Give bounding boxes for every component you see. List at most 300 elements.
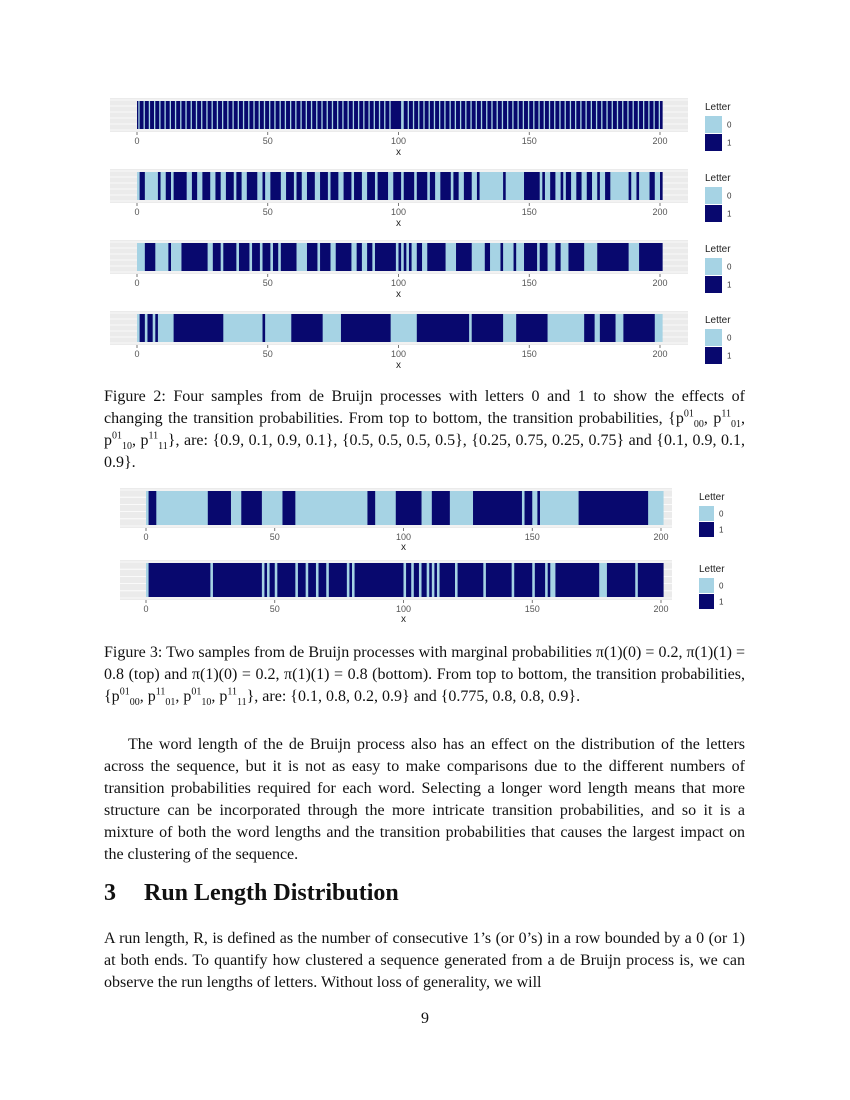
run-of-ones (213, 243, 221, 271)
run-of-zeros (285, 101, 286, 129)
run-of-zeros (585, 101, 586, 129)
run-of-ones (202, 172, 210, 200)
run-of-zeros (327, 101, 328, 129)
figure-3-text-a: Two samples from de Bruijn processes with marginal probabilities π(1)(0) = 0.2, π(1)(1) = 0.8 (top) and π(1)(0) = 0.2, π(1)(1) = 0.8 (bottom). From top to bottom, the transition probabilities, (104, 644, 746, 683)
run-of-zeros (159, 101, 160, 129)
run-of-zeros (222, 101, 223, 129)
run-of-ones (344, 172, 352, 200)
run-of-ones (597, 243, 628, 271)
run-of-ones (308, 563, 316, 597)
legend-key-1: 1 (727, 209, 732, 219)
run-of-zeros (311, 101, 312, 129)
run-of-ones (417, 172, 427, 200)
run-of-ones (524, 172, 540, 200)
run-of-ones (331, 172, 339, 200)
legend-title: Letter (705, 102, 731, 113)
run-of-ones (427, 243, 445, 271)
run-of-ones (319, 563, 327, 597)
run-of-ones (516, 314, 547, 342)
run-of-zeros (175, 101, 176, 129)
run-of-ones (174, 314, 224, 342)
run-of-zeros (580, 101, 581, 129)
run-of-ones (208, 491, 231, 525)
run-of-ones (417, 314, 469, 342)
run-of-zeros (368, 101, 369, 129)
run-of-zeros (465, 101, 466, 129)
run-of-ones (145, 243, 155, 271)
run-of-zeros (243, 101, 244, 129)
legend-swatch-0 (705, 329, 722, 346)
run-of-zeros (533, 101, 534, 129)
run-of-ones (252, 243, 260, 271)
figure-3-text-b: , are: {0.1, 0.8, 0.2, 0.9} and {0.775, 0.8, 0.8, 0.9}. (254, 688, 581, 705)
run-of-ones (579, 491, 649, 525)
run-of-zeros (512, 101, 513, 129)
run-of-ones (282, 491, 295, 525)
x-tick-label: 0 (143, 604, 149, 614)
x-tick-label: 50 (269, 604, 280, 614)
run-of-zeros (523, 101, 524, 129)
run-of-ones (329, 563, 347, 597)
run-of-ones (149, 491, 157, 525)
run-of-ones (485, 243, 490, 271)
run-of-ones (149, 563, 211, 597)
run-of-ones (378, 172, 388, 200)
run-of-ones (307, 243, 317, 271)
run-of-ones (434, 563, 437, 597)
run-of-zeros (423, 101, 424, 129)
run-of-zeros (622, 101, 623, 129)
figure-2 (108, 88, 748, 370)
run-of-ones (456, 243, 472, 271)
run-of-zeros (491, 101, 492, 129)
run-of-ones (440, 172, 450, 200)
run-of-ones (537, 491, 540, 525)
run-of-ones (514, 243, 517, 271)
run-of-ones (406, 563, 411, 597)
heatmap-panel-3 (110, 240, 732, 300)
legend-key-1: 1 (719, 597, 724, 607)
run-of-zeros (596, 101, 597, 129)
run-of-zeros (486, 101, 487, 129)
run-of-ones (281, 243, 297, 271)
run-of-ones (607, 563, 635, 597)
run-of-zeros (348, 101, 349, 129)
legend-swatch-1 (705, 134, 722, 151)
run-of-ones (341, 314, 391, 342)
run-of-zeros (316, 101, 317, 129)
legend-key-1: 1 (719, 525, 724, 535)
x-tick-label: 50 (262, 136, 273, 146)
run-of-ones (555, 243, 560, 271)
run-of-ones (472, 314, 503, 342)
run-of-ones (192, 172, 197, 200)
x-tick-label: 100 (395, 532, 412, 542)
run-of-zeros (379, 101, 380, 129)
run-of-zeros (149, 101, 150, 129)
legend-swatch-0 (705, 187, 722, 204)
x-tick-label: 0 (134, 136, 140, 146)
run-of-ones (307, 172, 315, 200)
run-of-zeros (601, 101, 602, 129)
run-of-ones (422, 563, 427, 597)
run-of-zeros (306, 101, 307, 129)
legend-title: Letter (705, 244, 731, 255)
run-of-ones (576, 172, 581, 200)
run-of-zeros (460, 101, 461, 129)
run-of-zeros (170, 101, 171, 129)
run-of-ones (404, 243, 407, 271)
run-of-ones (597, 172, 600, 200)
run-of-ones (286, 172, 294, 200)
run-of-ones (213, 563, 262, 597)
run-of-zeros (269, 101, 270, 129)
x-axis-label: x (396, 289, 401, 300)
run-of-ones (524, 243, 537, 271)
figure-2-set: {$p^{01}_{00}$, $p^{11}_{01}$, $p^{01}_{10}$, $p^{11}_{11}$} (104, 408, 745, 453)
run-of-ones (500, 243, 503, 271)
run-of-ones (399, 243, 402, 271)
legend-title: Letter (705, 173, 731, 184)
run-of-ones (297, 172, 302, 200)
run-of-ones (393, 172, 401, 200)
run-of-ones (568, 243, 584, 271)
run-of-zeros (549, 101, 550, 129)
run-of-zeros (154, 101, 155, 129)
run-of-ones (650, 172, 655, 200)
run-of-ones (458, 563, 484, 597)
x-tick-label: 200 (653, 532, 669, 542)
run-of-zeros (300, 101, 301, 129)
body-paragraph-1: The word length of the de Bruijn process also has an effect on the distribution of the letters across the sequence, but it is not as easy to make comparisons due to the different numbers of transition probabilities required for each word. Selecting a longer word length means that more structure can be incorporated through the more intricate transition probabilities, and so it is a mixture of both the word lengths and the transition probabilities that causes the largest impact on the clustering of the sequence. (104, 736, 745, 863)
x-tick-label: 0 (143, 532, 149, 542)
run-of-ones (561, 172, 564, 200)
run-of-zeros (627, 101, 628, 129)
run-of-ones (354, 172, 362, 200)
run-of-ones (629, 172, 632, 200)
run-of-zeros (648, 101, 649, 129)
run-of-ones (429, 563, 432, 597)
run-of-zeros (528, 101, 529, 129)
run-of-ones (239, 243, 249, 271)
run-of-zeros (612, 101, 613, 129)
heatmap-panel-1 (110, 98, 732, 158)
x-tick-label: 150 (521, 136, 537, 146)
section-heading (104, 880, 399, 907)
run-of-zeros (342, 101, 343, 129)
run-of-zeros (138, 101, 139, 129)
run-of-zeros (606, 101, 607, 129)
run-of-zeros (217, 101, 218, 129)
run-of-zeros (502, 101, 503, 129)
figure-3-set: {$p^{01}_{00}$, $p^{11}_{01}$, $p^{01}_{10}$, $p^{11}_{11}$} (104, 686, 255, 709)
run-of-ones (336, 243, 352, 271)
x-tick-label: 100 (390, 207, 407, 217)
run-of-zeros (238, 101, 239, 129)
run-of-ones (555, 563, 599, 597)
run-of-ones (270, 172, 280, 200)
run-of-zeros (290, 101, 291, 129)
run-of-ones (639, 243, 663, 271)
run-of-ones (155, 314, 158, 342)
run-of-ones (264, 563, 267, 597)
legend-swatch-1 (699, 594, 714, 609)
run-of-ones (140, 314, 145, 342)
run-of-ones (636, 172, 639, 200)
run-of-zeros (565, 101, 566, 129)
run-of-zeros (212, 101, 213, 129)
run-of-ones (263, 314, 266, 342)
run-of-ones (514, 563, 532, 597)
run-of-ones (477, 172, 480, 200)
legend-key-0: 0 (719, 581, 724, 591)
run-of-zeros (295, 101, 296, 129)
run-of-ones (291, 314, 322, 342)
figure-3-caption (104, 642, 745, 708)
run-of-ones (566, 172, 571, 200)
legend-key-0: 0 (727, 120, 732, 130)
x-axis-label: x (396, 147, 401, 158)
run-of-zeros (191, 101, 192, 129)
run-of-ones (540, 243, 548, 271)
run-of-ones (486, 563, 512, 597)
run-of-zeros (384, 101, 385, 129)
legend-swatch-1 (705, 205, 722, 222)
legend-key-0: 0 (727, 262, 732, 272)
run-of-ones (600, 314, 616, 342)
run-of-zeros (164, 101, 165, 129)
x-tick-label: 150 (521, 207, 537, 217)
run-of-ones (464, 172, 472, 200)
x-tick-label: 150 (521, 278, 537, 288)
run-of-ones (223, 243, 236, 271)
run-of-zeros (196, 101, 197, 129)
run-of-ones (298, 563, 306, 597)
run-of-ones (525, 491, 533, 525)
run-of-ones (587, 172, 592, 200)
figure-2-label: Figure 2: (104, 388, 166, 405)
run-of-zeros (274, 101, 275, 129)
run-of-zeros (507, 101, 508, 129)
legend-swatch-1 (699, 522, 714, 537)
legend-swatch-1 (705, 276, 722, 293)
run-of-ones (270, 563, 275, 597)
run-of-ones (137, 101, 663, 129)
run-of-ones (140, 172, 145, 200)
run-of-ones (273, 243, 278, 271)
run-of-ones (263, 172, 266, 200)
run-of-zeros (538, 101, 539, 129)
run-of-zeros (444, 101, 445, 129)
run-of-zeros (643, 101, 644, 129)
legend-swatch-0 (699, 578, 714, 593)
run-of-ones (349, 563, 352, 597)
figure-3-label: Figure 3: (104, 644, 163, 661)
x-tick-label: 200 (652, 136, 668, 146)
run-of-zeros (332, 101, 333, 129)
figure-3 (116, 484, 746, 630)
run-of-ones (638, 563, 664, 597)
run-of-ones (320, 172, 328, 200)
run-of-ones (236, 172, 241, 200)
run-of-ones (226, 172, 234, 200)
legend-swatch-0 (705, 258, 722, 275)
run-of-ones (473, 491, 522, 525)
run-of-zeros (617, 101, 618, 129)
heatmap-panel-2 (110, 169, 732, 229)
run-of-zeros (481, 101, 482, 129)
run-of-zeros (633, 101, 634, 129)
run-of-zeros (554, 101, 555, 129)
run-of-zeros (638, 101, 639, 129)
run-of-ones (174, 172, 187, 200)
run-of-zeros (559, 101, 560, 129)
x-tick-label: 100 (390, 136, 407, 146)
x-tick-label: 150 (521, 349, 537, 359)
x-tick-label: 50 (262, 207, 273, 217)
x-tick-label: 200 (652, 278, 668, 288)
x-tick-label: 50 (269, 532, 280, 542)
x-tick-label: 150 (524, 532, 540, 542)
run-of-ones (535, 563, 545, 597)
run-of-ones (263, 243, 271, 271)
run-of-ones (367, 491, 375, 525)
run-of-ones (158, 172, 161, 200)
run-of-zeros (389, 101, 390, 129)
run-of-zeros (401, 101, 404, 129)
figure-2-caption (104, 386, 745, 474)
x-axis-label: x (401, 542, 406, 553)
figure-2-text-b: , are: {0.9, 0.1, 0.9, 0.1}, {0.5, 0.5, 0.5, 0.5}, {0.25, 0.75, 0.25, 0.75} and {0.1, 0.9, 0.1, 0.9}. (104, 432, 745, 471)
run-of-ones (215, 172, 220, 200)
figure-2-text-a: Four samples from de Bruijn processes with letters 0 and 1 to show the effects of changing the transition probabilities. From top to bottom, the transition probabilities, (104, 388, 746, 427)
run-of-ones (247, 172, 257, 200)
run-of-ones (623, 314, 654, 342)
legend-title: Letter (699, 564, 725, 575)
run-of-ones (166, 172, 171, 200)
legend-key-1: 1 (727, 138, 732, 148)
x-axis-label: x (396, 360, 401, 370)
run-of-ones (404, 172, 414, 200)
run-of-zeros (363, 101, 364, 129)
run-of-ones (355, 563, 404, 597)
run-of-zeros (434, 101, 435, 129)
legend-key-0: 0 (719, 509, 724, 519)
run-of-ones (357, 243, 362, 271)
run-of-zeros (358, 101, 359, 129)
run-of-zeros (232, 101, 233, 129)
body-paragraph-2: A run length, R, is defined as the number of consecutive 1’s (or 0’s) in a row bounded by a 0 (or 1) at both ends. To quantify how clustered a sequence generated from a de Bruijn process is, we can observe the run lengths of letters. Without loss of generality, we will (104, 930, 745, 991)
run-of-zeros (144, 101, 145, 129)
x-tick-label: 100 (395, 604, 412, 614)
run-of-zeros (353, 101, 354, 129)
run-of-zeros (259, 101, 260, 129)
run-of-zeros (413, 101, 414, 129)
run-of-zeros (418, 101, 419, 129)
run-of-zeros (227, 101, 228, 129)
run-of-zeros (497, 101, 498, 129)
run-of-ones (605, 172, 610, 200)
section-number: 3 (104, 880, 116, 906)
x-tick-label: 0 (134, 349, 140, 359)
legend-swatch-1 (705, 347, 722, 364)
x-tick-label: 0 (134, 278, 140, 288)
run-of-zeros (470, 101, 471, 129)
run-of-zeros (659, 101, 660, 129)
heatmap-panel-6 (120, 560, 725, 625)
figure-2-plots (108, 88, 748, 370)
run-of-ones (367, 243, 372, 271)
run-of-zeros (517, 101, 518, 129)
run-of-zeros (337, 101, 338, 129)
run-of-ones (409, 243, 412, 271)
x-tick-label: 200 (652, 349, 668, 359)
legend-key-1: 1 (727, 280, 732, 290)
x-tick-label: 200 (653, 604, 669, 614)
run-of-ones (277, 563, 295, 597)
run-of-zeros (455, 101, 456, 129)
figure-3-plots (116, 484, 746, 630)
page-number: 9 (421, 1010, 429, 1027)
x-axis-label: x (396, 218, 401, 229)
run-of-zeros (201, 101, 202, 129)
x-tick-label: 50 (262, 349, 273, 359)
run-of-ones (320, 243, 330, 271)
run-of-zeros (248, 101, 249, 129)
legend-key-0: 0 (727, 191, 732, 201)
run-of-ones (181, 243, 207, 271)
run-of-ones (396, 491, 422, 525)
legend-title: Letter (699, 492, 725, 503)
run-of-ones (584, 314, 594, 342)
run-of-ones (548, 563, 551, 597)
run-of-zeros (408, 101, 409, 129)
run-of-zeros (321, 101, 322, 129)
run-of-zeros (570, 101, 571, 129)
run-of-ones (417, 243, 422, 271)
run-of-ones (440, 563, 455, 597)
legend-title: Letter (705, 315, 731, 326)
x-tick-label: 200 (652, 207, 668, 217)
section-title: Run Length Distribution (144, 880, 399, 906)
x-tick-label: 150 (524, 604, 540, 614)
run-of-ones (430, 172, 435, 200)
run-of-zeros (449, 101, 450, 129)
run-of-ones (375, 243, 396, 271)
run-of-ones (241, 491, 262, 525)
x-tick-label: 50 (262, 278, 273, 288)
run-of-zeros (476, 101, 477, 129)
run-of-zeros (180, 101, 181, 129)
legend-swatch-0 (699, 506, 714, 521)
x-tick-label: 0 (134, 207, 140, 217)
run-of-zeros (374, 101, 375, 129)
legend-key-1: 1 (727, 351, 732, 361)
x-axis-label: x (401, 614, 406, 625)
run-of-ones (550, 172, 555, 200)
heatmap-panel-4 (110, 311, 732, 370)
run-of-zeros (280, 101, 281, 129)
run-of-ones (367, 172, 375, 200)
run-of-ones (542, 172, 545, 200)
run-of-ones (147, 314, 152, 342)
run-of-zeros (264, 101, 265, 129)
run-of-zeros (429, 101, 430, 129)
run-of-zeros (439, 101, 440, 129)
run-of-ones (414, 563, 419, 597)
run-of-zeros (544, 101, 545, 129)
run-of-ones (453, 172, 458, 200)
